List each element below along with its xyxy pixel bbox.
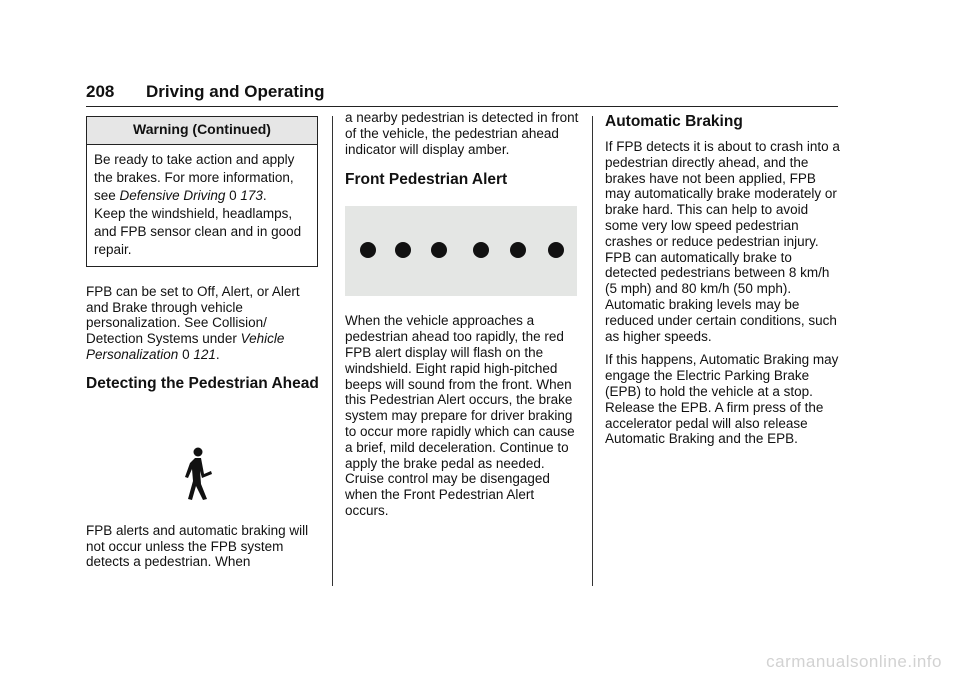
body-paragraph: When the vehicle approaches a pedestrian ahead too rapidly, the red FPB alert display will flash on the windshield. Eight rapid high-pitched beeps will sound from the front. When this Pedestrian Alert occurs, the brake system may prepare for driver braking to occur more rapidly which can cause a brief, mild deceleration. Continue to apply the brake pedal as needed. Cruise control may be disengaged when the Front Pedestrian Alert occurs. [345, 313, 575, 518]
warning-text: . [262, 187, 267, 203]
alert-dot [431, 242, 447, 258]
alert-dot [395, 242, 411, 258]
column-right [605, 110, 841, 447]
alert-dot [548, 242, 564, 258]
alert-dot [473, 242, 489, 258]
body-text: FPB can be set to Off, Alert, or Alert and Brake through vehicle personalization. See Collision/ Detection Systems under [86, 283, 300, 347]
body-paragraph: FPB alerts and automatic braking will not occur unless the FPB system detects a pedestrian. When [86, 522, 309, 570]
body-paragraph: If FPB detects it is about to crash into a pedestrian directly ahead, and the brakes have not been applied, FPB may automatically brake moderately or brake hard. This can help to avoid some very low speed pedestrian crashes or reduce pedestrian injury. FPB can automatically brake to detected pedestrians between 8 km/h (5 mph) and 80 km/h (50 mph). Automatic braking levels may be reduced under certain conditions, such as higher speeds. [605, 139, 840, 344]
page-ref-number[interactable]: 121 [193, 346, 216, 362]
page-header [86, 84, 838, 107]
alert-dots-graphic [345, 206, 577, 296]
alert-dot [510, 242, 526, 258]
body-paragraph [86, 284, 322, 363]
alert-dot [360, 242, 376, 258]
section-title: Driving and Operating [146, 82, 325, 101]
body-paragraph: a nearby pedestrian is detected in front of the vehicle, the pedestrian ahead indicator will display amber. [345, 110, 579, 157]
pedestrian-icon [180, 447, 214, 501]
page-ref-number[interactable]: 173 [240, 187, 263, 203]
page-ref-arrow: 0 [229, 187, 237, 203]
subsection-heading: Detecting the Pedestrian Ahead [86, 374, 319, 392]
subsection-heading: Front Pedestrian Alert [345, 171, 508, 189]
subsection-heading: Automatic Braking [605, 113, 743, 130]
warning-paragraph: Keep the windshield, headlamps, and FPB sensor clean and in good repair. [94, 205, 302, 257]
page-ref-arrow: 0 [182, 346, 190, 362]
watermark: carmanualsonline.info [766, 652, 942, 671]
warning-title: Warning (Continued) [87, 117, 317, 145]
column-divider [592, 116, 593, 586]
cross-reference[interactable]: Vehicle Personalization [86, 331, 285, 362]
warning-body [87, 145, 317, 266]
warning-paragraph [94, 151, 311, 205]
body-text: . [215, 346, 220, 362]
cross-reference[interactable]: Defensive Driving [119, 187, 226, 203]
body-paragraph: If this happens, Automatic Braking may engage the Electric Parking Brake (EPB) to hold the vehicle at a stop. Release the EPB. A firm press of the accelerator pedal will also release Automatic Braking and the EPB. [605, 352, 839, 447]
column-left [86, 116, 322, 570]
warning-text: Be ready to take action and apply the brakes. For more information, see [94, 151, 295, 203]
warning-box [86, 116, 318, 267]
column-middle [345, 110, 581, 519]
page-number: 208 [86, 82, 115, 101]
column-divider [332, 116, 333, 586]
